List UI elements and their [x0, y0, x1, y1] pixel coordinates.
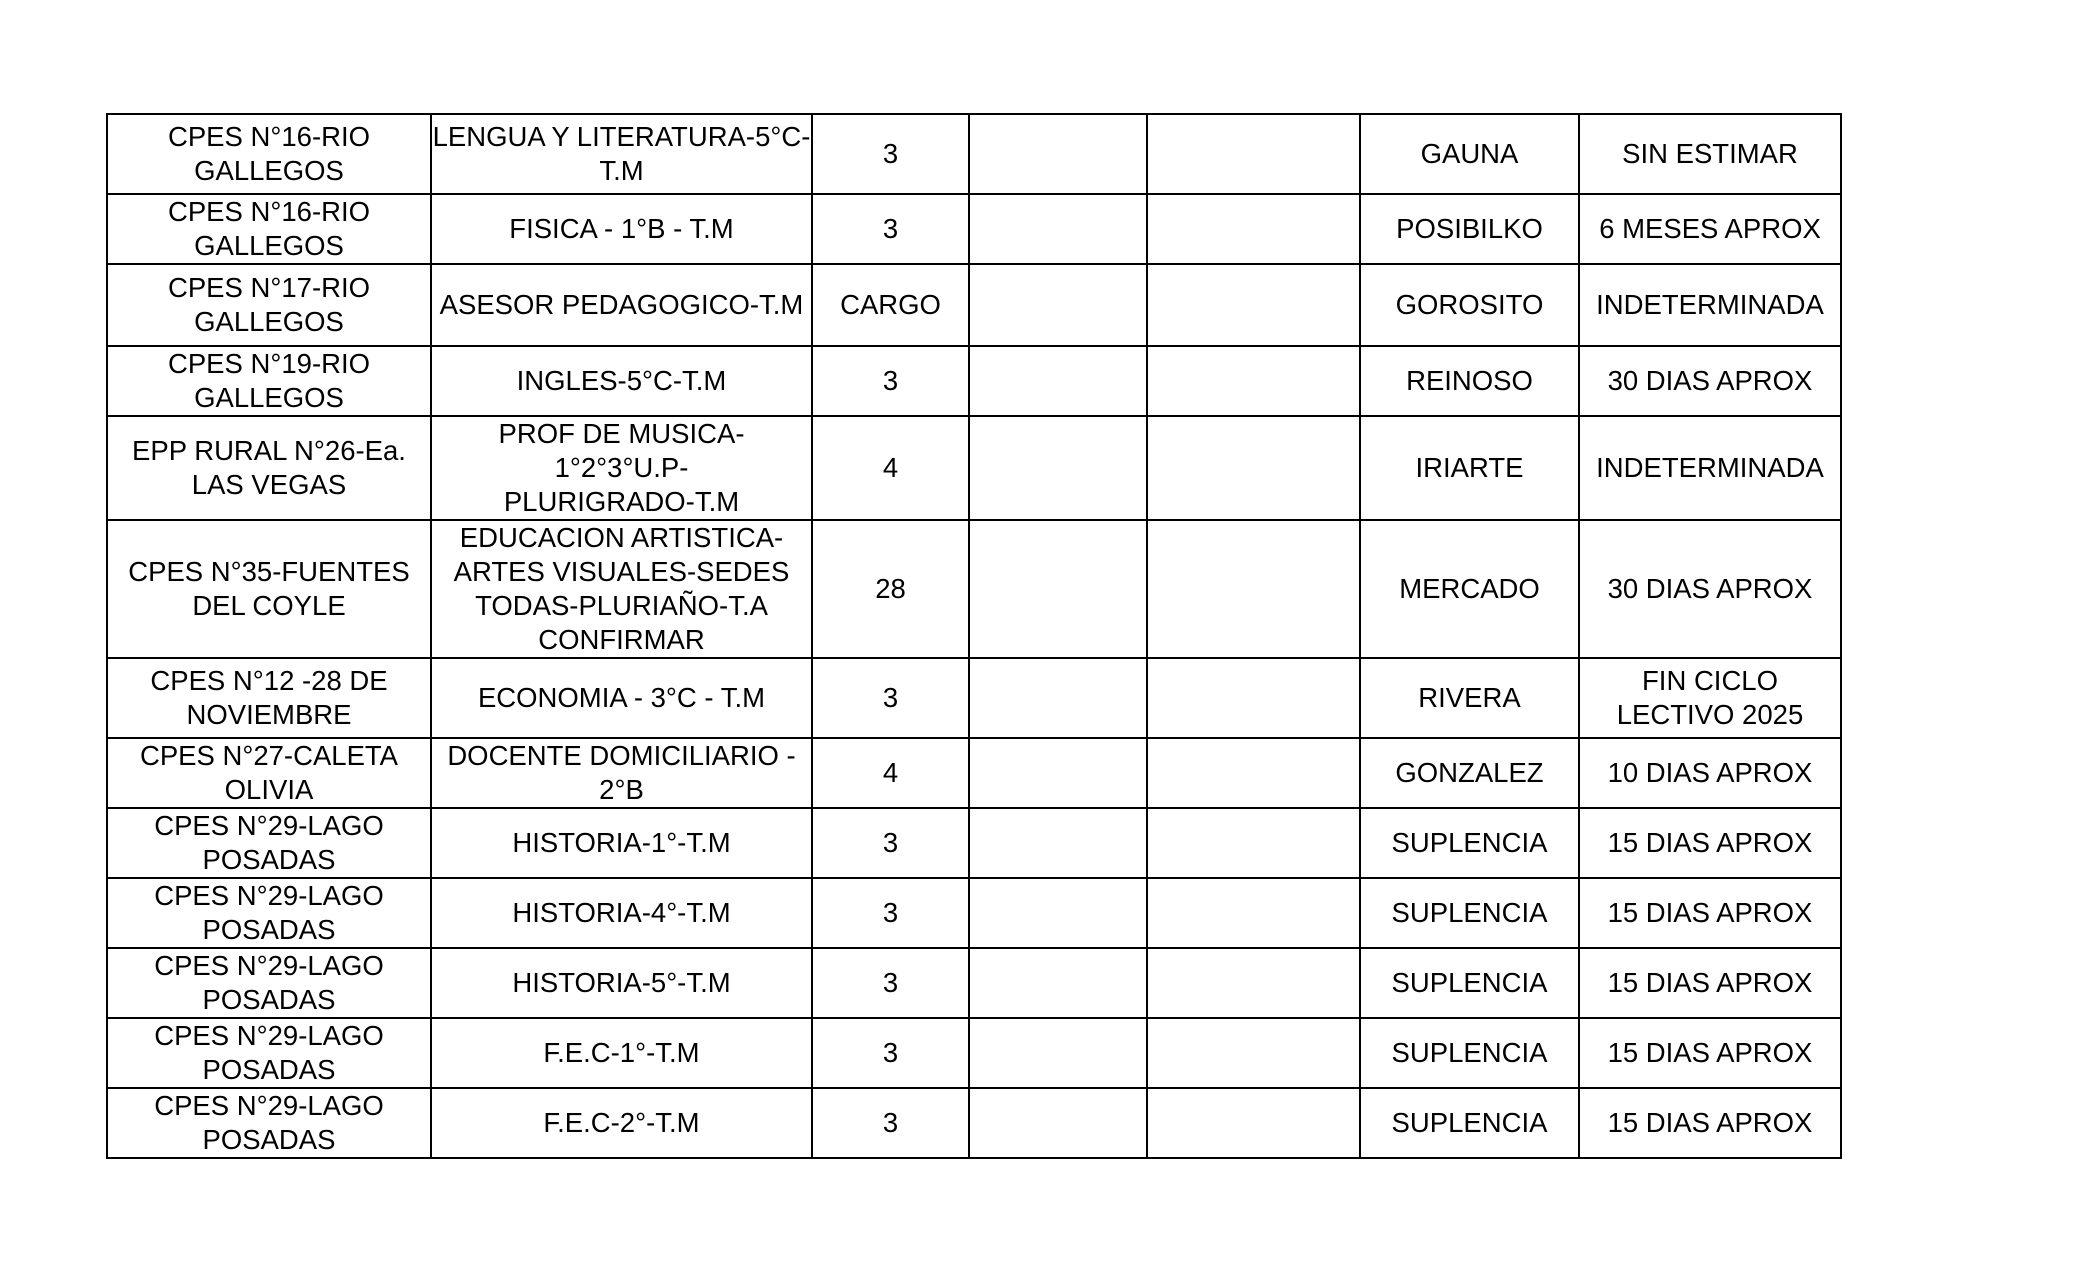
cell-docente-text: SUPLENCIA	[1391, 967, 1548, 998]
cell-duracion-text: 15 DIAS APROX	[1607, 967, 1813, 998]
cell-escuela	[107, 194, 431, 264]
cell-espacio-curricular	[431, 346, 812, 416]
cell-duracion-text: 15 DIAS APROX	[1607, 1037, 1813, 1068]
cell-empty-a	[969, 1018, 1147, 1088]
cell-escuela	[107, 520, 431, 658]
cell-docente-text: SUPLENCIA	[1391, 827, 1548, 858]
cell-docente	[1360, 1018, 1579, 1088]
cell-docente	[1360, 114, 1579, 194]
cell-empty-a	[969, 346, 1147, 416]
cell-espacio-curricular-text: ASESOR PEDAGOGICO-T.M	[439, 289, 804, 320]
cell-duracion	[1579, 658, 1841, 738]
cell-escuela-text: CPES N°19-RIO GALLEGOS	[167, 348, 371, 413]
cell-horas	[812, 878, 969, 948]
cell-duracion-text: FIN CICLO LECTIVO 2025	[1616, 665, 1804, 730]
cell-horas	[812, 738, 969, 808]
cell-escuela-text: CPES N°12 -28 DE NOVIEMBRE	[150, 665, 388, 730]
cell-horas-text: 3	[882, 1037, 899, 1068]
cell-escuela	[107, 264, 431, 346]
cell-docente-text: GOROSITO	[1395, 289, 1544, 320]
cell-escuela	[107, 1018, 431, 1088]
cell-espacio-curricular-text: F.E.C-1°-T.M	[543, 1037, 700, 1068]
cell-duracion	[1579, 416, 1841, 520]
cell-duracion	[1579, 808, 1841, 878]
table-row	[107, 878, 1841, 948]
cell-espacio-curricular-text: F.E.C-2°-T.M	[543, 1107, 700, 1138]
cell-duracion-text: 15 DIAS APROX	[1607, 827, 1813, 858]
cell-docente	[1360, 346, 1579, 416]
table-row	[107, 1088, 1841, 1158]
cell-escuela-text: CPES N°29-LAGO POSADAS	[154, 950, 384, 1015]
cell-espacio-curricular-text: FISICA - 1°B - T.M	[509, 213, 734, 244]
cell-espacio-curricular	[431, 878, 812, 948]
cell-docente	[1360, 738, 1579, 808]
cell-empty-b	[1147, 1088, 1360, 1158]
cell-horas	[812, 520, 969, 658]
cell-horas-text: 3	[882, 1107, 899, 1138]
cell-escuela	[107, 114, 431, 194]
cell-horas-text: 3	[882, 138, 899, 169]
cell-empty-b	[1147, 738, 1360, 808]
cell-escuela	[107, 1088, 431, 1158]
cell-docente-text: RIVERA	[1418, 682, 1521, 713]
cell-escuela	[107, 808, 431, 878]
cell-escuela-text: CPES N°29-LAGO POSADAS	[154, 1020, 384, 1085]
cell-empty-a	[969, 416, 1147, 520]
cell-escuela-text: EPP RURAL N°26-Ea. LAS VEGAS	[132, 435, 406, 500]
cell-duracion	[1579, 1018, 1841, 1088]
cell-escuela	[107, 738, 431, 808]
table-body	[107, 114, 1841, 1158]
cell-horas	[812, 114, 969, 194]
cell-docente-text: REINOSO	[1406, 365, 1533, 396]
cell-escuela-text: CPES N°27-CALETA OLIVIA	[139, 740, 399, 805]
vacancy-table	[106, 113, 1842, 1159]
cell-espacio-curricular	[431, 194, 812, 264]
cell-docente-text: POSIBILKO	[1396, 213, 1543, 244]
cell-horas	[812, 1018, 969, 1088]
cell-escuela-text: CPES N°16-RIO GALLEGOS	[167, 196, 371, 261]
cell-duracion	[1579, 114, 1841, 194]
cell-horas	[812, 808, 969, 878]
cell-espacio-curricular	[431, 1088, 812, 1158]
cell-escuela-text: CPES N°16-RIO GALLEGOS	[167, 121, 371, 186]
cell-espacio-curricular	[431, 948, 812, 1018]
cell-horas-text: 4	[882, 757, 899, 788]
cell-duracion-text: 10 DIAS APROX	[1607, 757, 1813, 788]
cell-espacio-curricular-text: HISTORIA-1°-T.M	[512, 827, 731, 858]
cell-horas	[812, 194, 969, 264]
cell-espacio-curricular	[431, 738, 812, 808]
cell-duracion-text: 15 DIAS APROX	[1607, 1107, 1813, 1138]
cell-escuela	[107, 658, 431, 738]
cell-docente-text: GONZALEZ	[1395, 757, 1544, 788]
cell-espacio-curricular-text: INGLES-5°C-T.M	[516, 365, 727, 396]
cell-empty-b	[1147, 1018, 1360, 1088]
cell-duracion-text: 30 DIAS APROX	[1607, 573, 1813, 604]
cell-escuela	[107, 416, 431, 520]
table-row	[107, 346, 1841, 416]
cell-duracion	[1579, 738, 1841, 808]
cell-duracion	[1579, 878, 1841, 948]
cell-docente	[1360, 808, 1579, 878]
table-row	[107, 416, 1841, 520]
cell-docente-text: MERCADO	[1399, 573, 1540, 604]
cell-horas	[812, 416, 969, 520]
cell-docente	[1360, 264, 1579, 346]
cell-espacio-curricular	[431, 416, 812, 520]
cell-docente	[1360, 948, 1579, 1018]
cell-espacio-curricular	[431, 808, 812, 878]
table-row	[107, 1018, 1841, 1088]
cell-docente	[1360, 1088, 1579, 1158]
cell-horas	[812, 1088, 969, 1158]
cell-espacio-curricular-text: EDUCACION ARTISTICA- ARTES VISUALES-SEDES TODAS-PLURIAÑO-T.A CONFIRMAR	[453, 522, 790, 655]
cell-empty-a	[969, 1088, 1147, 1158]
cell-duracion-text: INDETERMINADA	[1596, 452, 1824, 483]
cell-empty-a	[969, 194, 1147, 264]
cell-espacio-curricular	[431, 658, 812, 738]
cell-horas-text: 3	[882, 897, 899, 928]
cell-empty-a	[969, 878, 1147, 948]
cell-horas-text: 4	[882, 452, 899, 483]
cell-empty-b	[1147, 194, 1360, 264]
cell-docente	[1360, 194, 1579, 264]
table-row	[107, 808, 1841, 878]
cell-escuela-text: CPES N°29-LAGO POSADAS	[154, 810, 384, 875]
cell-horas	[812, 658, 969, 738]
table-row	[107, 738, 1841, 808]
cell-duracion-text: 6 MESES APROX	[1599, 213, 1821, 244]
cell-duracion-text: SIN ESTIMAR	[1622, 138, 1798, 169]
cell-espacio-curricular-text: HISTORIA-5°-T.M	[512, 967, 731, 998]
cell-duracion	[1579, 346, 1841, 416]
cell-horas-text: CARGO	[840, 289, 941, 320]
cell-empty-a	[969, 520, 1147, 658]
cell-espacio-curricular	[431, 520, 812, 658]
cell-docente	[1360, 878, 1579, 948]
cell-docente	[1360, 416, 1579, 520]
cell-escuela	[107, 948, 431, 1018]
table-row	[107, 194, 1841, 264]
table-row	[107, 658, 1841, 738]
cell-duracion	[1579, 948, 1841, 1018]
cell-horas	[812, 948, 969, 1018]
cell-espacio-curricular	[431, 264, 812, 346]
cell-horas-text: 28	[875, 573, 906, 604]
cell-empty-b	[1147, 416, 1360, 520]
cell-espacio-curricular-text: LENGUA Y LITERATURA-5°C- T.M	[432, 121, 811, 186]
table-row	[107, 520, 1841, 658]
cell-empty-a	[969, 114, 1147, 194]
cell-empty-b	[1147, 264, 1360, 346]
cell-empty-a	[969, 658, 1147, 738]
cell-espacio-curricular	[431, 114, 812, 194]
cell-empty-a	[969, 808, 1147, 878]
cell-escuela-text: CPES N°35-FUENTES DEL COYLE	[128, 556, 410, 621]
cell-docente-text: SUPLENCIA	[1391, 1037, 1548, 1068]
cell-docente	[1360, 658, 1579, 738]
cell-espacio-curricular-text: HISTORIA-4°-T.M	[512, 897, 731, 928]
cell-escuela	[107, 346, 431, 416]
cell-empty-b	[1147, 346, 1360, 416]
cell-espacio-curricular-text: DOCENTE DOMICILIARIO - 2°B	[447, 740, 796, 805]
cell-empty-b	[1147, 808, 1360, 878]
cell-empty-a	[969, 738, 1147, 808]
cell-empty-a	[969, 948, 1147, 1018]
cell-docente-text: SUPLENCIA	[1391, 1107, 1548, 1138]
cell-horas-text: 3	[882, 365, 899, 396]
cell-duracion-text: 15 DIAS APROX	[1607, 897, 1813, 928]
cell-espacio-curricular-text: ECONOMIA - 3°C - T.M	[477, 682, 766, 713]
cell-duracion	[1579, 194, 1841, 264]
cell-horas-text: 3	[882, 827, 899, 858]
cell-escuela-text: CPES N°29-LAGO POSADAS	[154, 1090, 384, 1155]
cell-horas-text: 3	[882, 682, 899, 713]
cell-escuela-text: CPES N°17-RIO GALLEGOS	[167, 272, 371, 337]
cell-escuela-text: CPES N°29-LAGO POSADAS	[154, 880, 384, 945]
cell-docente-text: IRIARTE	[1415, 452, 1524, 483]
cell-escuela	[107, 878, 431, 948]
cell-espacio-curricular-text: PROF DE MUSICA-1°2°3°U.P- PLURIGRADO-T.M	[498, 418, 745, 517]
cell-duracion-text: INDETERMINADA	[1596, 289, 1824, 320]
cell-docente	[1360, 520, 1579, 658]
cell-horas-text: 3	[882, 967, 899, 998]
cell-horas	[812, 346, 969, 416]
cell-docente-text: GAUNA	[1420, 138, 1519, 169]
table-row	[107, 264, 1841, 346]
cell-empty-b	[1147, 520, 1360, 658]
cell-horas-text: 3	[882, 213, 899, 244]
table-row	[107, 948, 1841, 1018]
cell-empty-b	[1147, 114, 1360, 194]
cell-duracion	[1579, 1088, 1841, 1158]
cell-docente-text: SUPLENCIA	[1391, 897, 1548, 928]
table-row	[107, 114, 1841, 194]
cell-empty-b	[1147, 948, 1360, 1018]
cell-horas	[812, 264, 969, 346]
cell-duracion-text: 30 DIAS APROX	[1607, 365, 1813, 396]
cell-empty-b	[1147, 878, 1360, 948]
cell-duracion	[1579, 264, 1841, 346]
cell-duracion	[1579, 520, 1841, 658]
cell-espacio-curricular	[431, 1018, 812, 1088]
cell-empty-a	[969, 264, 1147, 346]
cell-empty-b	[1147, 658, 1360, 738]
